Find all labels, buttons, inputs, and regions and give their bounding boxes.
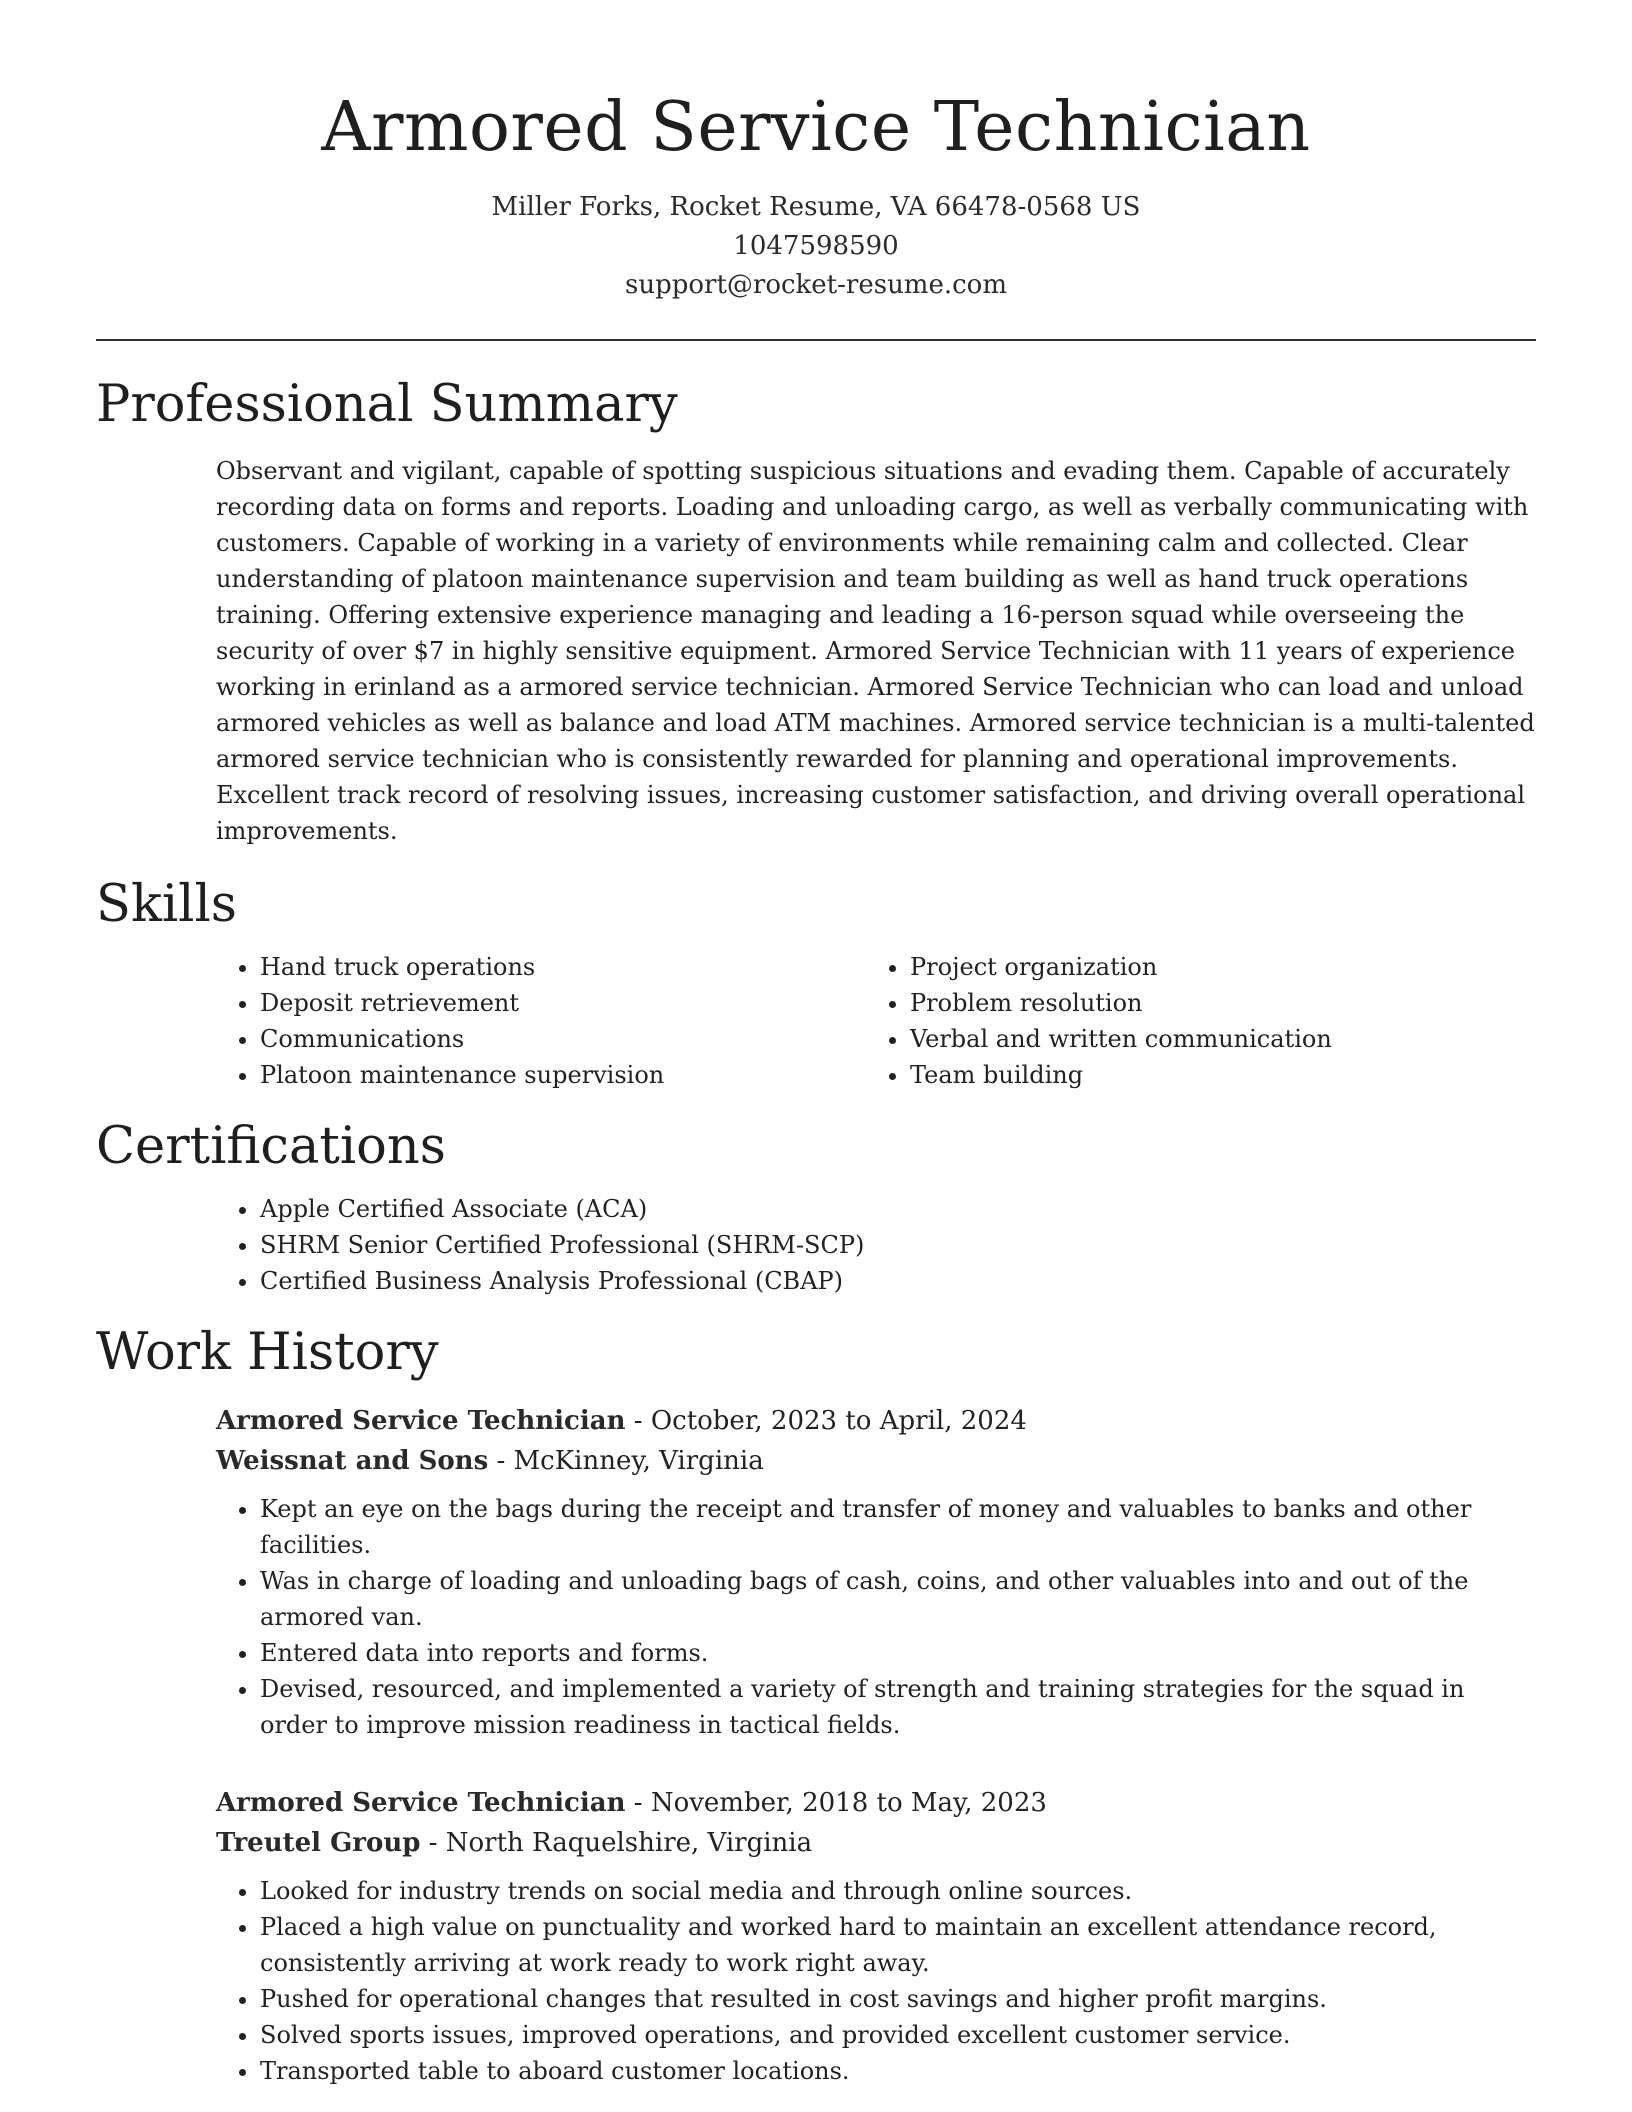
summary-text: Observant and vigilant, capable of spotting suspicious situations and evading them. Capable of accurately recording data on forms and reports. Loading and unloading cargo, as well as verbally communicating with customers. Capable of working in a variety of environments while remaining calm and collected. Clear understanding of platoon maintenance supervision and team building as well as hand truck operations training. Offering extensive experience managing and leading a 16-person squad while overseeing the security of over $7 in highly sensitive equipment. Armored Service Technician with 11 years of experience working in erinland as a armored service technician. Armored Service Technician who can load and unload armored vehicles as well as balance and load ATM machines. Armored service technician is a multi-talented armored service technician who is consistently rewarded for planning and operational improvements. Excellent track record of resolving issues, increasing customer satisfaction, and driving overall operational improvements.: [216, 457, 1535, 845]
job-location: - North Raquelshire, Virginia: [420, 1828, 813, 1858]
job-dates: - October, 2023 to April, 2024: [625, 1406, 1027, 1436]
contact-email: support@rocket-resume.com: [624, 270, 1007, 300]
contact-phone: 1047598590: [733, 231, 899, 261]
skills-grid: [216, 949, 1536, 1093]
job-title-line: [216, 1401, 1536, 1441]
work-history-section: [96, 1323, 1536, 2089]
certification-item: • SHRM Senior Certified Professional (SHRM-SCP): [260, 1227, 1536, 1263]
skill-item: • Platoon maintenance supervision: [260, 1057, 866, 1093]
summary-section: [96, 375, 1536, 849]
job-bullet: • Looked for industry trends on social media and through online sources.: [260, 1873, 1536, 1909]
job-bullet: • Devised, resourced, and implemented a variety of strength and training strategies for the squad in order to improve mission readiness in tactical fields.: [260, 1671, 1536, 1743]
skills-column-left: [216, 949, 866, 1093]
job-bullet-list: [216, 1491, 1536, 1743]
resume-name: Armored Service Technician: [321, 88, 1311, 167]
skill-item: • Hand truck operations: [260, 949, 866, 985]
skill-item: • Communications: [260, 1021, 866, 1057]
job-bullet: • Entered data into reports and forms.: [260, 1635, 1536, 1671]
resume-page: [96, 0, 1536, 2089]
job-company: Weissnat and Sons: [216, 1446, 489, 1476]
job-bullet: • Was in charge of loading and unloading bags of cash, coins, and other valuables into and out of the armored van.: [260, 1563, 1536, 1635]
skill-item: • Problem resolution: [910, 985, 1516, 1021]
job-dates: - November, 2018 to May, 2023: [625, 1788, 1047, 1818]
contact-address: Miller Forks, Rocket Resume, VA 66478-0568 US: [491, 192, 1141, 222]
skill-item: • Verbal and written communication: [910, 1021, 1516, 1057]
certification-item: • Certified Business Analysis Professional (CBAP): [260, 1263, 1536, 1299]
skill-item: • Team building: [910, 1057, 1516, 1093]
skill-item: • Deposit retrievement: [260, 985, 866, 1021]
header-divider: [96, 339, 1536, 341]
certifications-list: [216, 1191, 1536, 1299]
contact-block: [96, 188, 1536, 305]
skills-section: [96, 875, 1536, 1093]
job-bullet: • Solved sports issues, improved operations, and provided excellent customer service.: [260, 2017, 1536, 2053]
skills-column-right: [866, 949, 1516, 1093]
work-history-heading: Work History: [96, 1323, 439, 1382]
job-company: Treutel Group: [216, 1828, 421, 1858]
job-title: Armored Service Technician: [216, 1788, 626, 1818]
job-bullet: • Transported table to aboard customer locations.: [260, 2053, 1536, 2089]
job-title: Armored Service Technician: [216, 1406, 626, 1436]
summary-heading: Professional Summary: [96, 375, 678, 434]
job-location: - McKinney, Virginia: [488, 1446, 764, 1476]
skill-item: • Project organization: [910, 949, 1516, 985]
certification-item: • Apple Certified Associate (ACA): [260, 1191, 1536, 1227]
job-company-line: [216, 1441, 1536, 1481]
certifications-section: [96, 1117, 1536, 1299]
job-bullet-list: [216, 1873, 1536, 2089]
job-entry: [216, 1401, 1536, 1743]
job-bullet: • Pushed for operational changes that resulted in cost savings and higher profit margins.: [260, 1981, 1536, 2017]
job-title-line: [216, 1783, 1536, 1823]
job-bullet: • Kept an eye on the bags during the receipt and transfer of money and valuables to banks and other facilities.: [260, 1491, 1536, 1563]
job-company-line: [216, 1823, 1536, 1863]
job-bullet: • Placed a high value on punctuality and worked hard to maintain an excellent attendance record, consistently arriving at work ready to work right away.: [260, 1909, 1536, 1981]
skills-heading: Skills: [96, 875, 237, 934]
certifications-heading: Certifications: [96, 1117, 446, 1176]
job-entry: [216, 1783, 1536, 2089]
